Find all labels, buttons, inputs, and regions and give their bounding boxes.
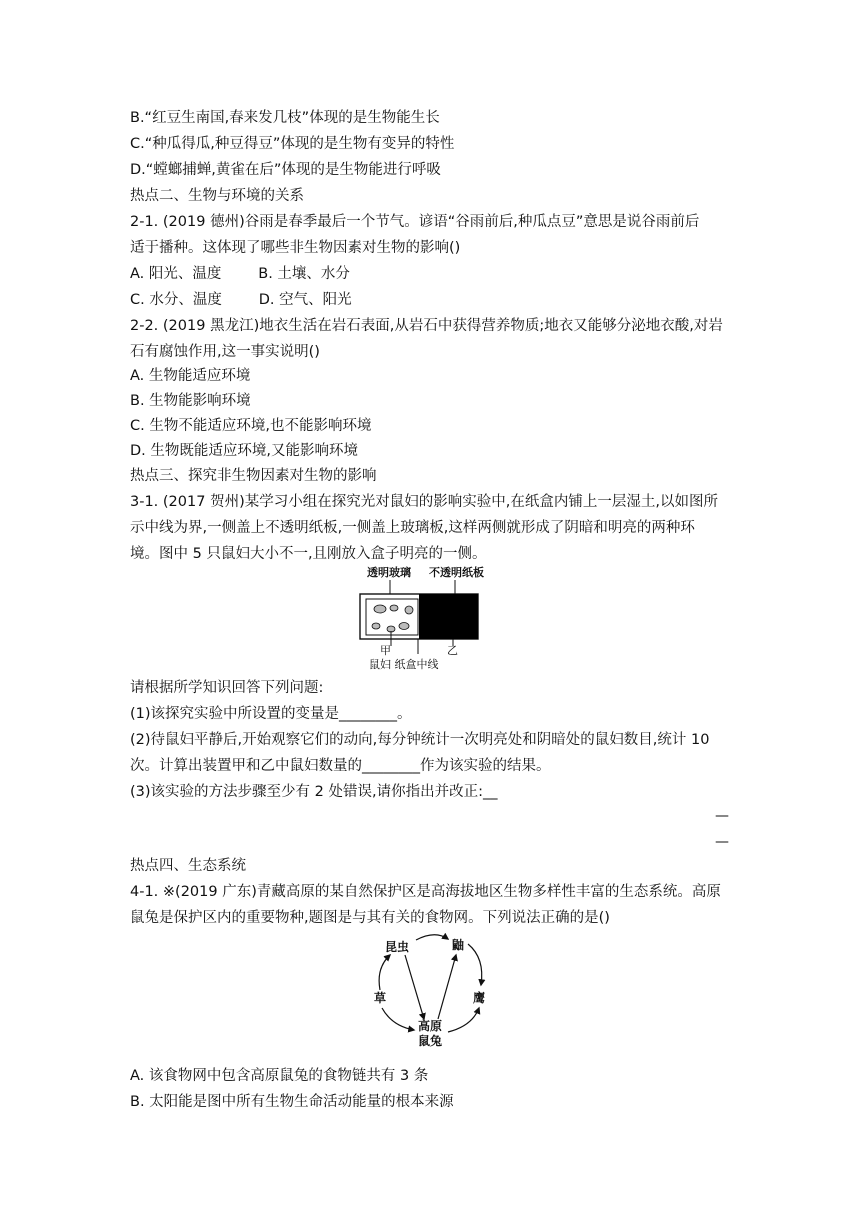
node-ying: 鹰 xyxy=(473,991,486,1005)
question-4-1-option-b: B. 太阳能是图中所有生物生命活动能量的根本来源 xyxy=(130,1094,454,1110)
arrow-cao-gaoyuan xyxy=(382,1008,414,1030)
food-web-diagram xyxy=(360,930,500,1055)
node-gaoyuan: 高原 xyxy=(418,1019,443,1033)
question-2-1-options-cd: C. 水分、温度 D. 空气、阳光 xyxy=(130,292,352,308)
question-3-1-line-2: 示中线为界,一侧盖上不透明纸板,一侧盖上玻璃板,这样两侧就形成了阴暗和明亮的两种环 xyxy=(130,520,695,536)
question-2-2-option-c: C. 生物不能适应环境,也不能影响环境 xyxy=(130,418,372,434)
pillbug xyxy=(390,605,398,611)
question-2-2-option-a: A. 生物能适应环境 xyxy=(130,368,251,384)
pillbug xyxy=(372,623,380,629)
arrow-ju-ying xyxy=(468,944,482,985)
question-2-2-line-1: 2-2. (2019 黑龙江)地衣生活在岩石表面,从岩石中获得营养物质;地衣又能够分泌地衣酸,对岩 xyxy=(130,318,723,334)
sub-question-1: (1)该探究实验中所设置的变量是________。 xyxy=(130,706,412,722)
pillbug xyxy=(405,606,413,614)
sub-question-3: (3)该实验的方法步骤至少有 2 处错误,请你指出并改正:__ xyxy=(130,784,498,800)
pillbug xyxy=(374,605,386,613)
arrow-kunchong-gaoyuan xyxy=(405,955,424,1019)
option-b-line: B.“红豆生南国,春来发几枝”体现的是生物能生长 xyxy=(130,110,440,126)
section-heading-2: 热点二、生物与环境的关系 xyxy=(130,188,304,204)
node-cao: 草 xyxy=(374,991,387,1005)
arrow-gaoyuan-ying xyxy=(448,1008,479,1032)
section-heading-4: 热点四、生态系统 xyxy=(130,858,246,874)
node-ju: 鼬 xyxy=(452,938,465,952)
question-2-1-options-ab: A. 阳光、温度 B. 土壤、水分 xyxy=(130,266,350,282)
question-4-1-line-1: 4-1. ※(2019 广东)青藏高原的某自然保护区是高海拔地区生物多样性丰富的生态系统。高原 xyxy=(130,884,721,900)
sub-question-2-line-1: (2)待鼠妇平静后,开始观察它们的动向,每分钟统计一次明亮处和阴暗处的鼠妇数目,统计 10 xyxy=(130,732,710,748)
question-4-1-line-2: 鼠兔是保护区内的重要物种,题图是与其有关的食物网。下列说法正确的是() xyxy=(130,910,610,926)
section-heading-3: 热点三、探究非生物因素对生物的影响 xyxy=(130,468,377,484)
question-4-1-option-a: A. 该食物网中包含高原鼠兔的食物链共有 3 条 xyxy=(130,1068,429,1084)
arrow-kunchong-ju xyxy=(416,935,448,940)
pillbug xyxy=(399,623,409,630)
label-jia: 甲 xyxy=(380,644,391,657)
node-kunchong: 昆虫 xyxy=(385,940,410,954)
label-yi: 乙 xyxy=(447,644,458,657)
question-2-1-line-1: 2-1. (2019 德州)谷雨是春季最后一个节气。谚语“谷雨前后,种瓜点豆”意思是说谷雨前后 xyxy=(130,214,700,230)
label-glass: 透明玻璃 xyxy=(367,566,411,579)
answer-dash: — xyxy=(715,808,729,824)
opaque-board xyxy=(419,594,478,639)
arrow-cao-kunchong xyxy=(379,955,390,990)
question-2-2-line-2: 石有腐蚀作用,这一事实说明() xyxy=(130,344,320,360)
prompt-line: 请根据所学知识回答下列问题: xyxy=(130,680,324,696)
question-2-1-line-2: 适于播种。这体现了哪些非生物因素对生物的影响() xyxy=(130,240,461,256)
question-2-2-option-d: D. 生物既能适应环境,又能影响环境 xyxy=(130,443,358,459)
pillbug-experiment-figure xyxy=(355,562,505,674)
question-3-1-line-1: 3-1. (2017 贺州)某学习小组在探究光对鼠妇的影响实验中,在纸盒内铺上一层湿土,以如图所 xyxy=(130,494,718,510)
label-bottom: 鼠妇 纸盒中线 xyxy=(369,658,439,671)
answer-dash: — xyxy=(715,834,729,850)
label-board: 不透明纸板 xyxy=(429,566,484,579)
node-shutu: 鼠兔 xyxy=(418,1034,443,1048)
question-2-2-option-b: B. 生物能影响环境 xyxy=(130,393,251,409)
option-d-line: D.“螳螂捕蝉,黄雀在后”体现的是生物能进行呼吸 xyxy=(130,162,441,178)
arrow-gaoyuan-ju xyxy=(438,955,456,1019)
sub-question-2-line-2: 次。计算出装置甲和乙中鼠妇数量的________作为该实验的结果。 xyxy=(130,758,551,774)
option-c-line: C.“种瓜得瓜,种豆得豆”体现的是生物有变异的特性 xyxy=(130,136,455,152)
question-3-1-line-3: 境。图中 5 只鼠妇大小不一,且刚放入盒子明亮的一侧。 xyxy=(130,546,487,562)
